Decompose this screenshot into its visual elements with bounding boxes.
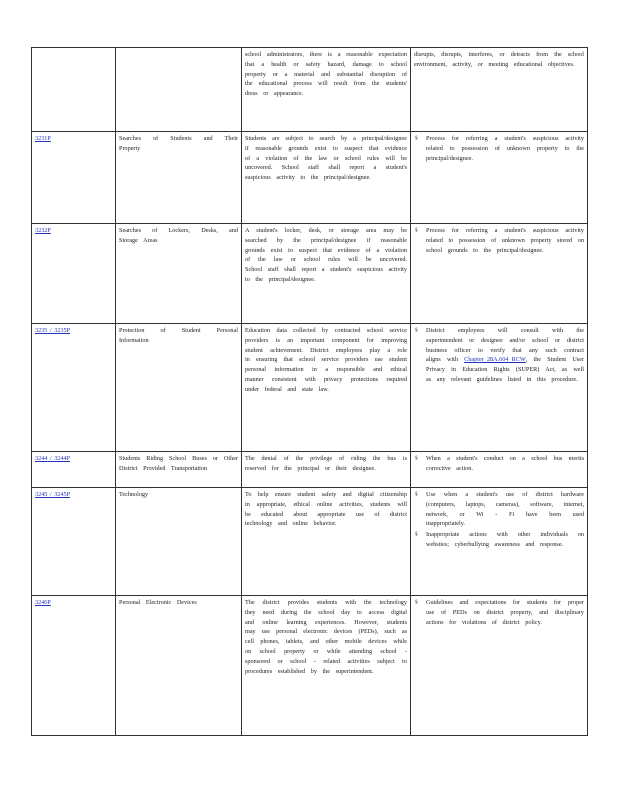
policy-separator: / (47, 455, 55, 462)
policy-number-cell (32, 488, 116, 596)
policy-title-cell: Technology (116, 488, 242, 596)
policy-link[interactable]: 3231P (35, 135, 51, 142)
table-row (32, 132, 588, 224)
procedure-text: Process for referring a student's suspicious activity related to possession of unknown property stored on school grounds to the principal/designee. (426, 227, 584, 254)
policy-title-cell: Searches of Lockers, Desks, and Storage Areas (116, 224, 242, 324)
procedure-cell (411, 48, 588, 132)
policy-description-cell: Education data collected by contracted school service providers is an important component for improving student achievement. District employees play a role in ensuring that school service providers use student personal information in a responsible and ethical manner consistent with privacy protections required under federal and state law. (242, 324, 411, 452)
table-row (32, 324, 588, 452)
procedure-text: Guidelines and expectations for students for proper use of PEDs on district property, and disciplinary actions for violations of district policy. (426, 599, 584, 626)
table-row (32, 596, 588, 736)
policy-link[interactable]: 3245P (54, 491, 71, 498)
policy-link[interactable]: 3235 (35, 327, 48, 334)
policy-link[interactable]: 3244P (54, 455, 71, 462)
policy-number-cell (32, 452, 116, 488)
procedure-cell (411, 132, 588, 224)
procedure-cell (411, 596, 588, 736)
procedure-text: Process for referring a student's suspicious activity related to possession of unknown property to the principal/designee. (426, 135, 584, 162)
policy-link[interactable]: 3245 (35, 491, 48, 498)
policy-separator: / (47, 327, 55, 334)
bullet-icon: § (415, 531, 418, 538)
procedure-item (414, 454, 584, 474)
procedure-cell (411, 452, 588, 488)
procedure-item (414, 326, 584, 385)
policy-title-cell: Protection of Student Personal Information (116, 324, 242, 452)
policy-description-cell: The denial of the privilege of riding the bus is reserved for the principal or their designee. (242, 452, 411, 488)
procedure-item (414, 134, 584, 163)
policy-description-cell: school administrators, there is a reasonable expectation that a health or safety hazard, damage to school property or a material and substantial disruption of the educational process will result from the students' dress or appearance. (242, 48, 411, 132)
policy-description-cell: A student's locker, desk, or storage area may be searched by the principal/designee if reasonable grounds exist to suspect that evidence of a violation of the law or school rules will be uncovered. School staff shall report a student's suspicious activity to the principal/designee. (242, 224, 411, 324)
bullet-icon: § (415, 491, 418, 497)
policy-number-cell (32, 324, 116, 452)
procedure-cell (411, 324, 588, 452)
bullet-icon: § (415, 599, 418, 605)
policy-title-cell: Students Riding School Buses or Other District Provided Transportation (116, 452, 242, 488)
procedure-cell (411, 224, 588, 324)
policy-title-cell: Personal Electronic Devices (116, 596, 242, 736)
procedure-item (414, 226, 584, 255)
table-row (32, 48, 588, 132)
procedure-cell (411, 488, 588, 596)
procedure-text: District employees will consult with the superintendent or designee and/or school or district business officer to verify that any such contract aligns with (426, 327, 584, 364)
table-row (32, 452, 588, 488)
bullet-icon: § (415, 327, 418, 333)
policy-link[interactable]: 3244 (35, 455, 48, 462)
policy-link[interactable]: 3246P (35, 599, 51, 606)
bullet-icon: § (415, 135, 418, 141)
procedure-item (414, 490, 584, 529)
procedure-text: , the Student User Privacy in Education Rights (SUPER) Act, as well as any relevant guidelines listed in this procedure. (426, 356, 585, 383)
table-row (32, 488, 588, 596)
bullet-icon: § (415, 227, 418, 233)
policy-link[interactable]: 3235P (54, 327, 71, 334)
procedure-text: Use when a student's use of district hardware (computers, laptops, cameras), software, internet, network, or Wi - Fi have been used inappropriately. (426, 491, 584, 528)
procedure-text: Inappropriate actions with other individuals on websites; cyberbullying awareness and response. (426, 531, 584, 548)
policy-title-cell: Searches of Students and Their Property (116, 132, 242, 224)
policy-table (31, 47, 588, 736)
bullet-icon: § (415, 455, 418, 461)
policy-title-cell (116, 48, 242, 132)
procedure-text: disrupts, disrupts, interferes, or detracts from the school environment, activity, or meeting educational objectives. (414, 51, 584, 68)
rcw-link[interactable]: Chapter 28A.604 RCW (464, 356, 526, 364)
policy-description-cell: The district provides students with the technology they need during the school day to access digital and online learning experiences. However, students may use personal electronic devices (PEDs), such as cell phones, tablets, and other mobile devices while on school property or while attending school - sponsored or school - related activities subject to procedures established by the superintendent. (242, 596, 411, 736)
procedure-text: When a student's conduct on a school bus merits corrective action. (426, 455, 584, 472)
policy-number-cell (32, 596, 116, 736)
procedure-item (414, 50, 584, 70)
procedure-item (414, 598, 584, 627)
policy-number-cell (32, 48, 116, 132)
procedure-item (414, 530, 584, 550)
policy-description-cell: To help ensure student safety and digital citizenship in appropriate, ethical online activities, students will be educated about appropriate use of district technology and online behavior. (242, 488, 411, 596)
policy-number-cell (32, 132, 116, 224)
policy-number-cell (32, 224, 116, 324)
policy-separator: / (47, 491, 55, 498)
table-row (32, 224, 588, 324)
policy-link[interactable]: 3232P (35, 227, 51, 234)
policy-description-cell: Students are subject to search by a principal/designee if reasonable grounds exist to suspect that evidence of a violation of the law or school rules will be uncovered. School staff shall report a student's suspicious activity to the principal/designee. (242, 132, 411, 224)
